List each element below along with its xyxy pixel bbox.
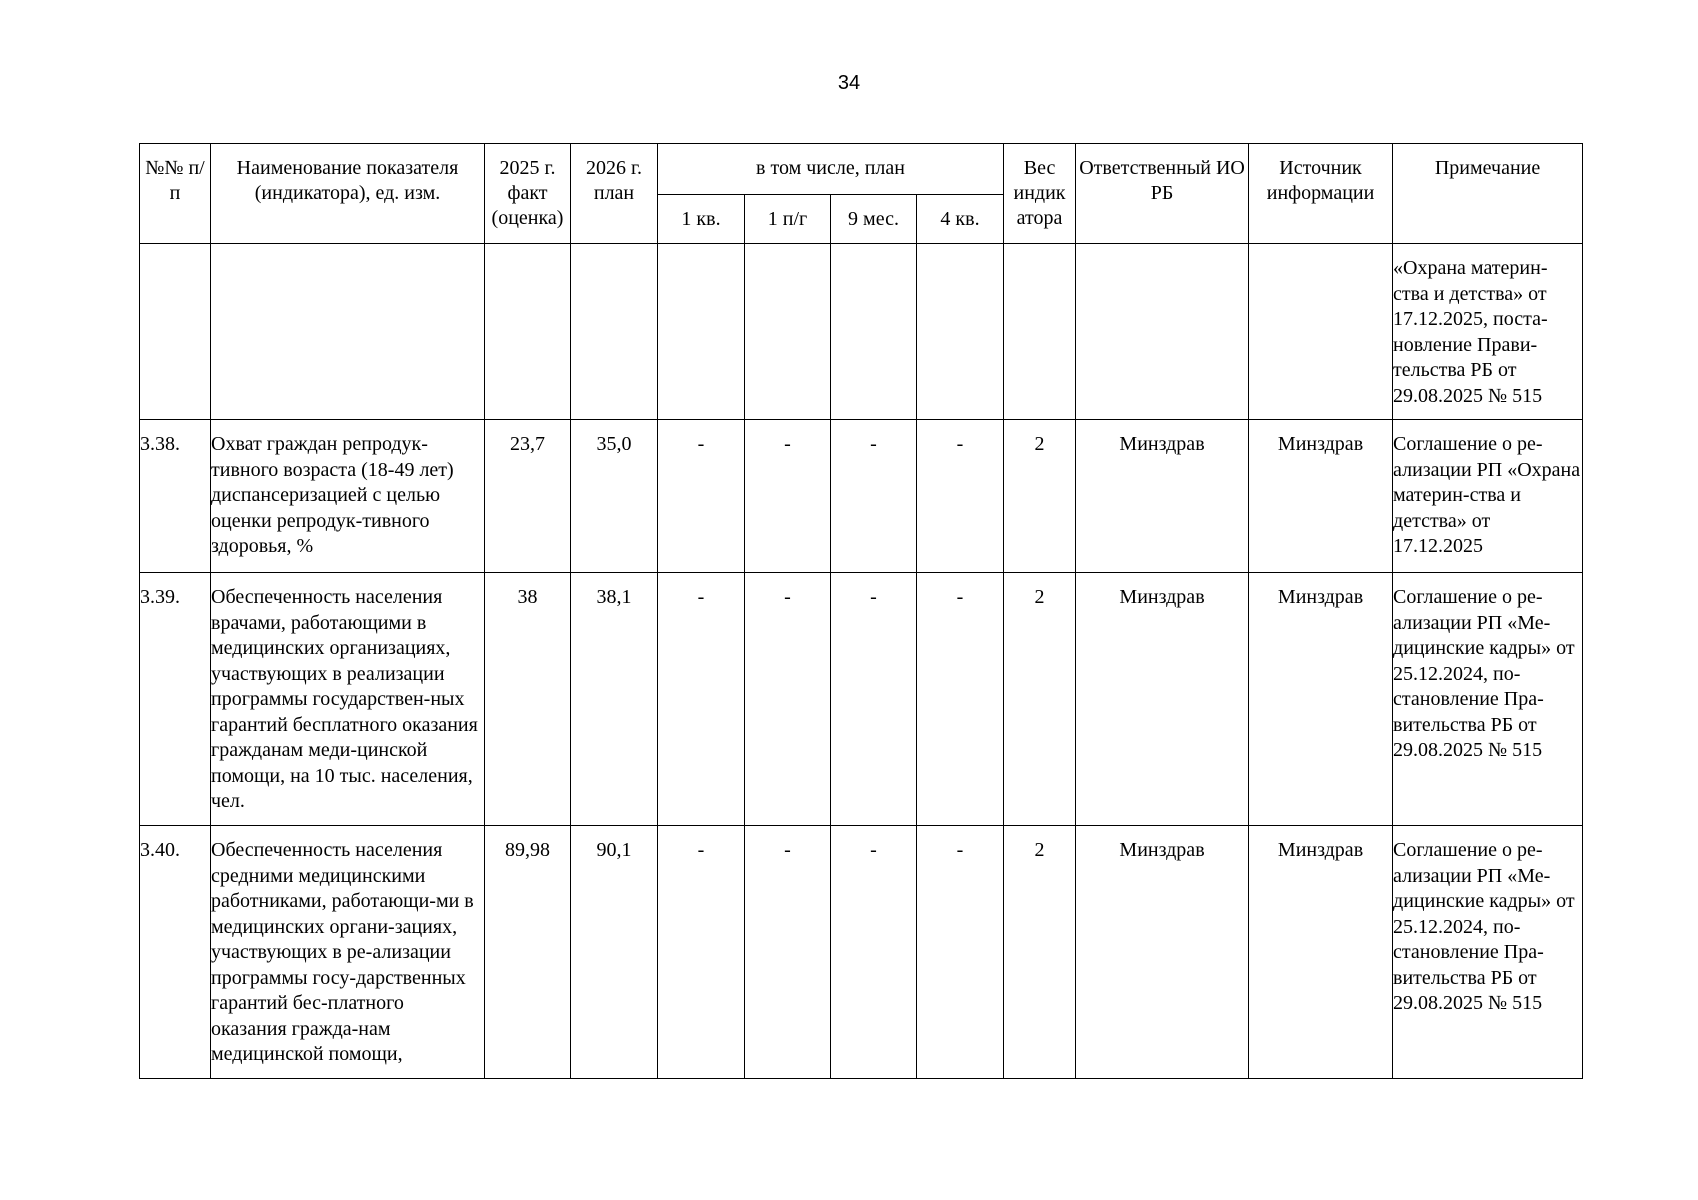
- cell-9-months: [831, 244, 917, 420]
- cell-q1: -: [658, 420, 745, 573]
- header-weight: Вес индик атора: [1004, 144, 1076, 244]
- cell-note: Соглашение о ре-ализации РП «Ме-дицинские кадры» от 25.12.2024, по-становление Пра-вительства РБ от 29.08.2025 № 515: [1393, 826, 1583, 1079]
- cell-source: Минздрав: [1249, 573, 1393, 826]
- cell-h1: [745, 244, 831, 420]
- cell-note: «Охрана материн-ства и детства» от 17.12.2025, поста-новление Прави-тельства РБ от 29.08.2025 № 515: [1393, 244, 1583, 420]
- cell-q4: -: [917, 420, 1004, 573]
- cell-num: 3.39.: [140, 573, 211, 826]
- page-number: 34: [837, 72, 861, 94]
- header-including-plan: в том числе, план: [658, 144, 1004, 195]
- cell-note: Соглашение о ре-ализации РП «Охрана материн-ства и детства» от 17.12.2025: [1393, 420, 1583, 573]
- indicators-table: [139, 143, 1583, 1079]
- header-num: №№ п/п: [140, 144, 211, 244]
- header-q1: 1 кв.: [658, 195, 745, 244]
- cell-name: Обеспеченность населения средними медицинскими работниками, работающи-ми в медицинских органи-зациях, участвующих в ре-ализации программы госу-дарственных гарантий бес-платного оказания гражда-нам медицинской помощи,: [211, 826, 485, 1079]
- header-responsible: Ответственный ИО РБ: [1076, 144, 1249, 244]
- cell-weight: 2: [1004, 826, 1076, 1079]
- cell-fact-2025: [485, 244, 571, 420]
- cell-weight: [1004, 244, 1076, 420]
- table-row: [140, 420, 1583, 573]
- cell-q4: [917, 244, 1004, 420]
- cell-weight: 2: [1004, 420, 1076, 573]
- cell-num: 3.38.: [140, 420, 211, 573]
- cell-h1: -: [745, 826, 831, 1079]
- cell-responsible: Минздрав: [1076, 826, 1249, 1079]
- cell-num: [140, 244, 211, 420]
- header-name: Наименование показателя (индикатора), ед. изм.: [211, 144, 485, 244]
- cell-responsible: Минздрав: [1076, 420, 1249, 573]
- table-row: [140, 826, 1583, 1079]
- header-note: Примечание: [1393, 144, 1583, 244]
- table-body: [140, 244, 1583, 1079]
- cell-weight: 2: [1004, 573, 1076, 826]
- cell-q4: -: [917, 826, 1004, 1079]
- cell-9-months: -: [831, 826, 917, 1079]
- cell-9-months: -: [831, 420, 917, 573]
- cell-responsible: Минздрав: [1076, 573, 1249, 826]
- header-plan-2026: 2026 г. план: [571, 144, 658, 244]
- table-row: [140, 573, 1583, 826]
- cell-fact-2025: 38: [485, 573, 571, 826]
- cell-name: Обеспеченность населения врачами, работающими в медицинских организациях, участвующих в реализации программы государствен-ных гарантий бесплатного оказания гражданам меди-цинской помощи, на 10 тыс. населения, чел.: [211, 573, 485, 826]
- cell-q1: [658, 244, 745, 420]
- table-row: [140, 244, 1583, 420]
- header-h1: 1 п/г: [745, 195, 831, 244]
- cell-h1: -: [745, 420, 831, 573]
- cell-plan-2026: 38,1: [571, 573, 658, 826]
- cell-9-months: -: [831, 573, 917, 826]
- cell-name: Охват граждан репродук-тивного возраста (18-49 лет) диспансеризацией с целью оценки репродук-тивного здоровья, %: [211, 420, 485, 573]
- cell-q1: -: [658, 826, 745, 1079]
- header-q4: 4 кв.: [917, 195, 1004, 244]
- cell-fact-2025: 23,7: [485, 420, 571, 573]
- cell-num: 3.40.: [140, 826, 211, 1079]
- cell-h1: -: [745, 573, 831, 826]
- cell-note: Соглашение о ре-ализации РП «Ме-дицинские кадры» от 25.12.2024, по-становление Пра-вительства РБ от 29.08.2025 № 515: [1393, 573, 1583, 826]
- header-9-months: 9 мес.: [831, 195, 917, 244]
- cell-q1: -: [658, 573, 745, 826]
- cell-responsible: [1076, 244, 1249, 420]
- table-header: [140, 144, 1583, 244]
- cell-source: [1249, 244, 1393, 420]
- header-source: Источник информации: [1249, 144, 1393, 244]
- cell-plan-2026: [571, 244, 658, 420]
- cell-name: [211, 244, 485, 420]
- cell-fact-2025: 89,98: [485, 826, 571, 1079]
- cell-plan-2026: 35,0: [571, 420, 658, 573]
- header-fact-2025: 2025 г. факт (оценка): [485, 144, 571, 244]
- cell-source: Минздрав: [1249, 826, 1393, 1079]
- cell-source: Минздрав: [1249, 420, 1393, 573]
- cell-plan-2026: 90,1: [571, 826, 658, 1079]
- cell-q4: -: [917, 573, 1004, 826]
